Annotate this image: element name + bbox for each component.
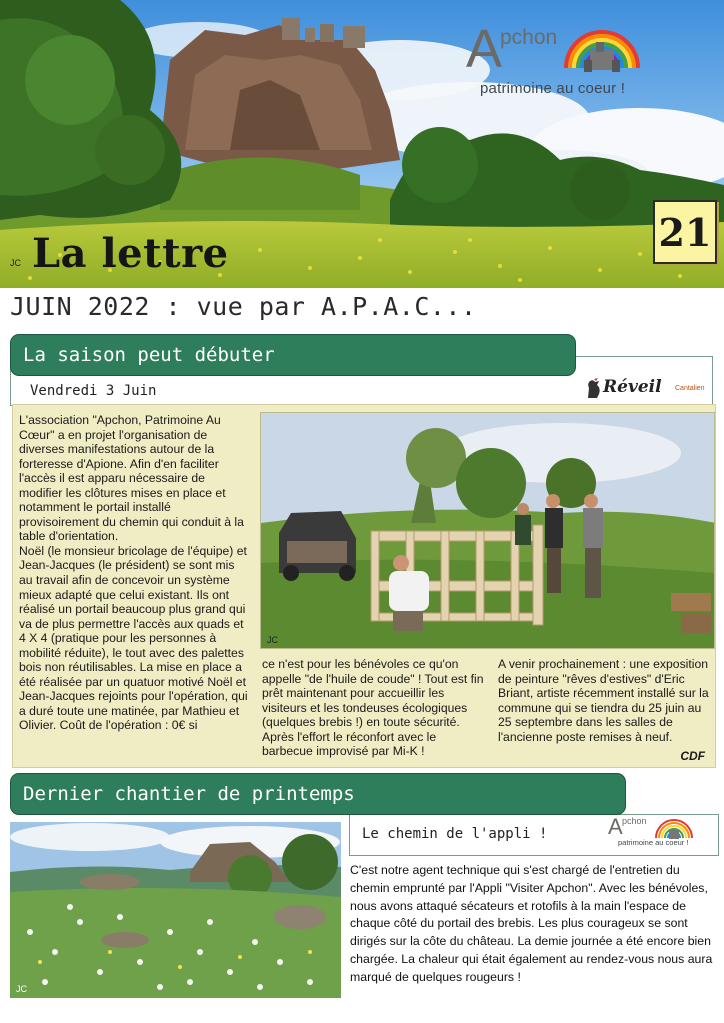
section1-date: Vendredi 3 Juin (30, 383, 157, 399)
newspaper-name: Réveil (603, 377, 662, 397)
photo-credit: JC (10, 258, 21, 268)
clip-paragraph-4: A venir prochainement : une exposition de peinture "rêves d'estives" d'Eric Briant, artiste récemment installé sur la commune qui se tiendra du 25 juin au 25 septembre dans les salles de l'ancienne poste remises à neuf. (498, 657, 709, 744)
page-heading: JUIN 2022 : vue par A.P.A.C... (10, 292, 477, 321)
section1-title: La saison peut débuter (23, 344, 275, 366)
mini-logo-letter: A (608, 814, 623, 839)
volunteers-gate-photo (261, 413, 715, 649)
newsletter-title: La lettre (32, 230, 229, 277)
clip-paragraph-2: Noël (le monsieur bricolage de l'équipe) et Jean-Jacques (le président) se sont mis au travail afin de concevoir un système mieux adapté que celui existant. Ils ont réalisé un portail beaucoup plus grand qui va de plus permettre l'accès aux quads et 4 X 4 (pratique pour les personnes à mobilité réduite), le tout avec des palettes bois non réutilisables. La mise en place a été réalisée par un quatuor motivé Noël et Jean-Jacques rejoints pour l'opération, qui a duré toute une matinée, par Mathieu et Olivier. Coût de l'opération : 0€ si (19, 543, 248, 733)
section1-title-bar (10, 334, 576, 376)
meadow-photo (10, 822, 341, 998)
clip-column-3 (498, 657, 712, 744)
issue-number: 21 (658, 209, 712, 255)
clip-paragraph-3: ce n'est pour les bénévoles ce qu'on appelle "de l'huile de coude" ! Tout est fin prêt maintenant pour accueillir les visiteurs et les tondeuses écologiques (quelques brebis !) en toute sécurité. Après l'effort le réconfort avec le barbecue improvisé par Mi-K ! (262, 657, 484, 759)
newspaper-logo (585, 376, 710, 402)
section2-body: C'est notre agent technique qui s'est chargé de l'entretien du chemin emprunté par l'Appli "Visiter Apchon". Avec les bénévoles, nous avons attaqué sécateurs et rotofils à la main l'espace de chaque côté du portail des brebis. Les plus courageux se sont dirigés sur la côte du château. La demie journée a été encore bien chargée. La chaleur qui était également au rendez-vous nous aura marqué de quelques rougeurs ! (350, 863, 713, 984)
rainbow-village-icon (560, 16, 644, 78)
newspaper-subtitle: Cantalien (675, 385, 705, 392)
section2-sub-label: Le chemin de l'appli ! (362, 826, 548, 842)
clip-column-1 (19, 413, 251, 733)
mini-apchon-logo (608, 812, 720, 852)
mini-logo-name: pchon (622, 816, 647, 826)
logo-letter: A (466, 19, 503, 79)
gate-work-photo (260, 412, 715, 649)
issue-badge (653, 200, 717, 264)
meadow-photo-credit: JC (16, 984, 27, 994)
section2-title: Dernier chantier de printemps (23, 783, 355, 805)
mini-logo-tagline: patrimoine au coeur ! (618, 838, 689, 847)
rooster-icon (585, 378, 603, 400)
section2-title-bar (10, 773, 626, 815)
logo-tagline: patrimoine au coeur ! (480, 80, 626, 97)
newspaper-clipping (12, 404, 716, 768)
clip-column-2 (262, 657, 484, 759)
spring-meadow-photo (10, 822, 341, 998)
clip-paragraph-1: L'association "Apchon, Patrimoine Au Cœur" a en projet l'organisation de diverses manifestations autour de la forteresse d'Apione. Afin d'en faciliter l'accès il est apparu nécessaire de modifier les clôtures mises en place et notamment le portail installé provisoirement du chemin qui conduit à la table d'orientation. (19, 413, 244, 544)
clip-photo-credit: JC (267, 635, 278, 645)
header-banner (0, 0, 724, 288)
logo-name: pchon (500, 26, 558, 49)
apchon-logo (466, 16, 714, 106)
author-signature: CDF (680, 749, 705, 763)
